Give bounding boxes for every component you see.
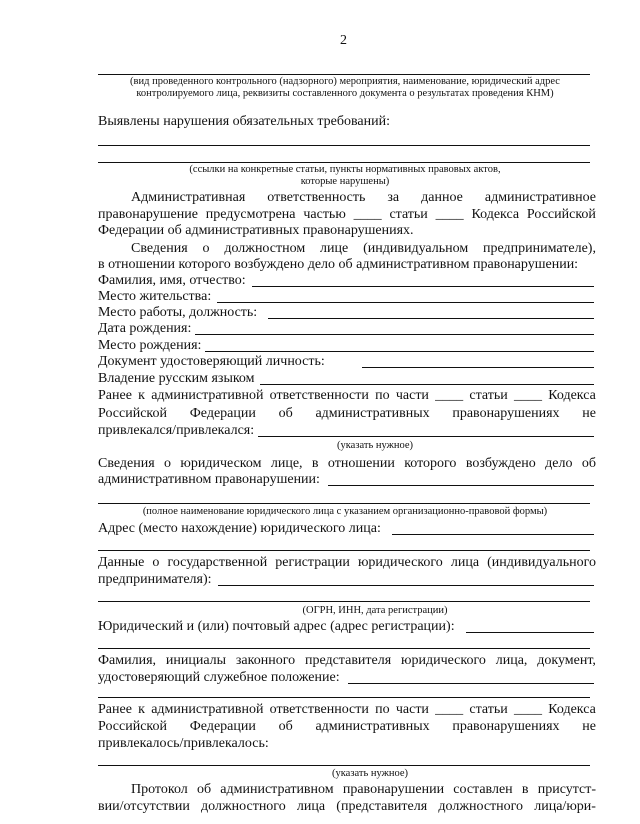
word: которого bbox=[404, 456, 457, 471]
word: Ранее bbox=[98, 702, 132, 717]
refs-note-line-1: (ссылки на конкретные статьи, пункты нормативных правовых актов, bbox=[189, 164, 501, 175]
id-doc-input-line[interactable] bbox=[362, 367, 594, 368]
word: Протокол bbox=[131, 782, 188, 797]
word: ____ bbox=[514, 388, 542, 403]
violations-label: Выявлены нарушения обязательных требований: bbox=[98, 114, 390, 129]
word: правонарушении bbox=[342, 782, 445, 797]
residence-input-line[interactable] bbox=[217, 302, 594, 303]
blank-line bbox=[98, 145, 590, 146]
blank-line bbox=[98, 162, 590, 163]
word: об bbox=[278, 719, 293, 734]
word: Сведения bbox=[131, 241, 188, 256]
word: статьи bbox=[469, 702, 508, 717]
postal-label: Юридический и (или) почтовый адрес (адрес регистрации): bbox=[98, 619, 455, 634]
word: лице bbox=[320, 241, 349, 256]
page-number: 2 bbox=[340, 33, 347, 48]
word: вии/отсутствии bbox=[98, 799, 190, 814]
state-reg-input-line[interactable] bbox=[218, 585, 594, 586]
blank-line[interactable] bbox=[98, 550, 590, 551]
word: Российской bbox=[526, 207, 596, 222]
word: об bbox=[581, 456, 596, 471]
word: по bbox=[375, 702, 390, 717]
word: частью bbox=[303, 207, 346, 222]
word: присутст- bbox=[537, 782, 596, 797]
word: об bbox=[278, 406, 293, 421]
birth-place-label: Место рождения: bbox=[98, 338, 202, 353]
word: административных bbox=[315, 719, 430, 734]
word: Кодекса bbox=[471, 207, 520, 222]
word: Ранее bbox=[98, 388, 132, 403]
word: ____ bbox=[353, 207, 382, 222]
word: за bbox=[387, 190, 400, 205]
kind-note-line-1: (вид проведенного контрольного (надзорного) мероприятия, наименование, юридический адрес bbox=[130, 76, 560, 87]
word: правонарушение bbox=[98, 207, 198, 222]
word: к bbox=[138, 702, 145, 717]
word: ответственности bbox=[269, 702, 369, 717]
fio-input-line[interactable] bbox=[252, 286, 594, 287]
word: не bbox=[582, 719, 596, 734]
word: административное bbox=[484, 190, 596, 205]
word: представителя bbox=[304, 653, 392, 668]
legal-entity-line-1 bbox=[98, 456, 596, 472]
specify-note: (указать нужное) bbox=[336, 440, 414, 451]
prior-entity-line-3: привлекалось/привлекалось: bbox=[98, 736, 269, 751]
blank-line[interactable] bbox=[98, 697, 590, 698]
word: статьи bbox=[389, 207, 428, 222]
word: правонарушениях bbox=[452, 719, 560, 734]
protocol-line-2 bbox=[98, 799, 596, 815]
word: отношении bbox=[327, 456, 395, 471]
word: Административная bbox=[131, 190, 246, 205]
representative-line-2: удостоверяющий служебное положение: bbox=[98, 670, 340, 685]
admin-resp-line-3: Федерации об административных правонарушениях. bbox=[98, 223, 414, 238]
word: дело bbox=[545, 456, 573, 471]
word: к bbox=[138, 388, 145, 403]
word: ____ bbox=[435, 702, 464, 717]
russian-label: Владение русским языком bbox=[98, 371, 255, 386]
prior-official-line-1 bbox=[98, 388, 596, 404]
word: Сведения bbox=[98, 456, 155, 471]
work-label: Место работы, должность: bbox=[98, 305, 258, 320]
legal-entity-line-2: административном правонарушении: bbox=[98, 472, 320, 487]
word: инициалы bbox=[165, 653, 227, 668]
id-doc-label: Документ удостоверяющий личность: bbox=[98, 354, 325, 369]
refs-note-line-2: которые нарушены) bbox=[300, 176, 390, 187]
admin-resp-line-1 bbox=[131, 190, 596, 206]
word: Федерации bbox=[189, 406, 256, 421]
birth-place-input-line[interactable] bbox=[205, 351, 594, 352]
residence-label: Место жительства: bbox=[98, 289, 212, 304]
address-label: Адрес (место нахождение) юридического лица: bbox=[98, 521, 381, 536]
birth-date-label: Дата рождения: bbox=[98, 321, 192, 336]
word: ____ bbox=[514, 702, 542, 717]
word: юридическом bbox=[180, 456, 262, 471]
word: Фамилия, bbox=[98, 653, 157, 668]
address-input-line[interactable] bbox=[392, 534, 594, 535]
word: законного bbox=[235, 653, 296, 668]
word: части bbox=[395, 388, 429, 403]
word: части bbox=[395, 702, 429, 717]
word: регистрации bbox=[275, 555, 350, 570]
word: составлен bbox=[453, 782, 513, 797]
blank-line bbox=[98, 74, 590, 75]
word: об bbox=[196, 782, 212, 797]
word: лица bbox=[296, 799, 326, 814]
word: административной bbox=[151, 702, 264, 717]
word: статьи bbox=[469, 388, 508, 403]
word: должностного bbox=[201, 799, 286, 814]
word: Российской bbox=[98, 719, 167, 734]
word: в bbox=[311, 456, 319, 471]
birth-date-input-line[interactable] bbox=[195, 334, 594, 335]
prior-entity-line-1 bbox=[98, 702, 596, 718]
word: (представителя bbox=[336, 799, 428, 814]
word: ответственность bbox=[267, 190, 366, 205]
representative-input-line[interactable] bbox=[348, 683, 594, 684]
word: правонарушениях bbox=[452, 406, 560, 421]
ogrn-note: (ОГРН, ИНН, дата регистрации) bbox=[302, 605, 448, 616]
prior-official-line-3: привлекался/привлекался: bbox=[98, 423, 255, 438]
word: документ, bbox=[537, 653, 596, 668]
official-info-line-1 bbox=[131, 241, 596, 257]
russian-input-line[interactable] bbox=[260, 384, 594, 385]
state-reg-line-2: предпринимателя): bbox=[98, 572, 212, 587]
word: ответственности bbox=[269, 388, 369, 403]
blank-line[interactable] bbox=[98, 765, 590, 766]
word: административных bbox=[315, 406, 430, 421]
word: в bbox=[521, 782, 529, 797]
word: (индивидуальном bbox=[363, 241, 469, 256]
word: не bbox=[582, 406, 596, 421]
word: о bbox=[152, 555, 160, 570]
word: лица bbox=[450, 555, 480, 570]
admin-resp-line-2 bbox=[98, 207, 596, 223]
protocol-line-1 bbox=[131, 782, 596, 798]
word: административном bbox=[220, 782, 334, 797]
word: о bbox=[164, 456, 172, 471]
word: лица/юри- bbox=[534, 799, 596, 814]
official-info-line-2: в отношении которого возбуждено дело об административном правонарушении: bbox=[98, 257, 579, 272]
word: лице, bbox=[270, 456, 303, 471]
state-reg-line-1 bbox=[98, 555, 596, 571]
word: должностном bbox=[224, 241, 306, 256]
word: ____ bbox=[435, 207, 464, 222]
work-input-line[interactable] bbox=[268, 318, 594, 319]
word: данное bbox=[421, 190, 463, 205]
legal-entity-input-line[interactable] bbox=[328, 485, 594, 486]
prior-official-line-2 bbox=[98, 406, 596, 422]
blank-line[interactable] bbox=[98, 503, 590, 504]
full-name-note: (полное наименование юридического лица с указанием организационно-правовой формы) bbox=[142, 506, 548, 517]
prior-official-input-line[interactable] bbox=[258, 436, 594, 437]
postal-input-line[interactable] bbox=[466, 632, 594, 633]
blank-line[interactable] bbox=[98, 601, 590, 602]
word: юридического bbox=[401, 653, 486, 668]
word: ____ bbox=[435, 388, 464, 403]
prior-entity-line-2 bbox=[98, 719, 596, 735]
word: возбуждено bbox=[465, 456, 536, 471]
word: Данные bbox=[98, 555, 145, 570]
word: должностного bbox=[438, 799, 524, 814]
word: лица, bbox=[495, 653, 528, 668]
kind-note-line-2: контролируемого лица, реквизиты составленного документа о результатах проведения КНМ) bbox=[136, 88, 554, 99]
word: предпринимателе), bbox=[483, 241, 596, 256]
word: административной bbox=[151, 388, 264, 403]
word: Российской bbox=[98, 406, 167, 421]
fio-label: Фамилия, имя, отчество: bbox=[98, 273, 246, 288]
specify-note: (указать нужное) bbox=[331, 768, 409, 779]
representative-line-1 bbox=[98, 653, 596, 669]
word: о bbox=[202, 241, 210, 256]
word: Кодекса bbox=[548, 388, 596, 403]
blank-line[interactable] bbox=[98, 648, 590, 649]
word: (индивидуального bbox=[487, 555, 596, 570]
word: государственной bbox=[167, 555, 268, 570]
word: юридического bbox=[357, 555, 443, 570]
word: предусмотрена bbox=[205, 207, 296, 222]
word: Федерации bbox=[189, 719, 256, 734]
word: по bbox=[375, 388, 390, 403]
word: Кодекса bbox=[548, 702, 596, 717]
